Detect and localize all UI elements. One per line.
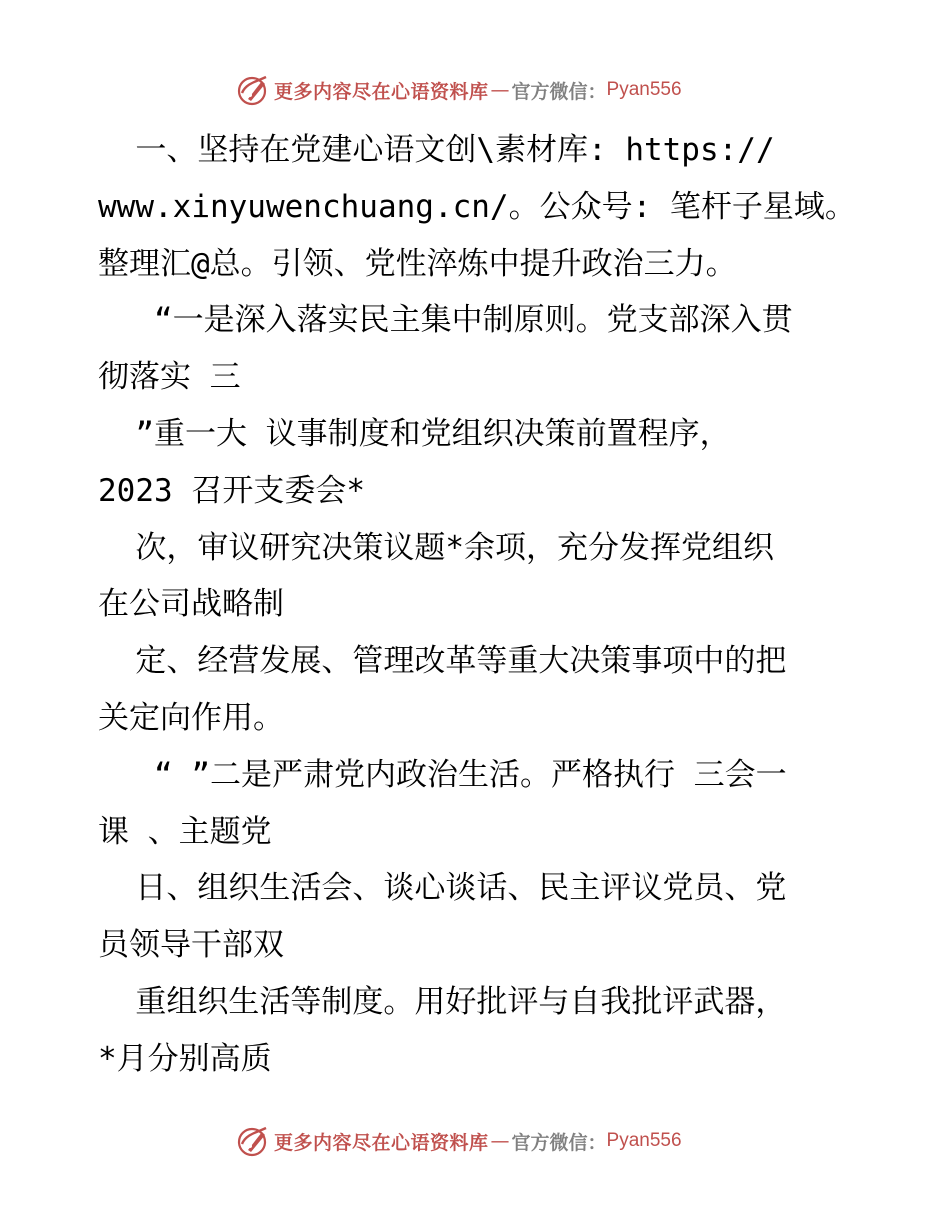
document-body [98,122,858,1088]
pen-logo-icon [236,73,270,107]
header-banner [236,72,736,108]
body-line: 次，审议研究决策议题*余项，充分发挥党组织 [98,529,774,566]
footer-dash: — [490,1130,510,1152]
body-line: “ ”二是严肃党内政治生活。严格执行 三会一 [98,756,787,793]
header-wechat-label: 官方微信： [511,80,607,103]
header-dash: — [490,79,510,101]
body-line: 彻落实 三 [98,359,241,396]
pen-logo-icon [236,1124,270,1158]
body-line: 日、组织生活会、谈心谈话、民主评议党员、党 [98,870,787,907]
body-line: 整理汇@总。引领、党性淬炼中提升政治三力。 [98,245,737,282]
header-wechat-id: Pyan556 [606,79,682,100]
footer-banner [236,1123,736,1159]
body-line: 重组织生活等制度。用好批评与自我批评武器， [98,983,787,1020]
body-line: 关定向作用。 [98,699,284,736]
body-line: 员领导干部双 [98,927,284,964]
footer-wechat-label: 官方微信： [511,1131,607,1154]
body-line: *月分别高质 [98,1040,272,1077]
footer-wechat-id: Pyan556 [606,1130,682,1151]
body-line: 在公司战略制 [98,586,284,623]
header-promo-text: 更多内容尽在心语资料库 [274,80,489,103]
body-line: www.xinyuwenchuang.cn/。公众号: 笔杆子星域。 [98,188,856,225]
body-line: “一是深入落实民主集中制原则。党支部深入贯 [98,302,793,339]
body-line: 定、经营发展、管理改革等重大决策事项中的把 [98,643,787,680]
body-line: 课 、主题党 [98,813,272,850]
body-line: ”重一大 议事制度和党组织决策前置程序， [98,415,731,452]
footer-promo-text: 更多内容尽在心语资料库 [274,1131,489,1154]
body-line: 2023 召开支委会* [98,472,365,509]
body-line: 一、坚持在党建心语文创\素材库: https:// [98,132,775,168]
